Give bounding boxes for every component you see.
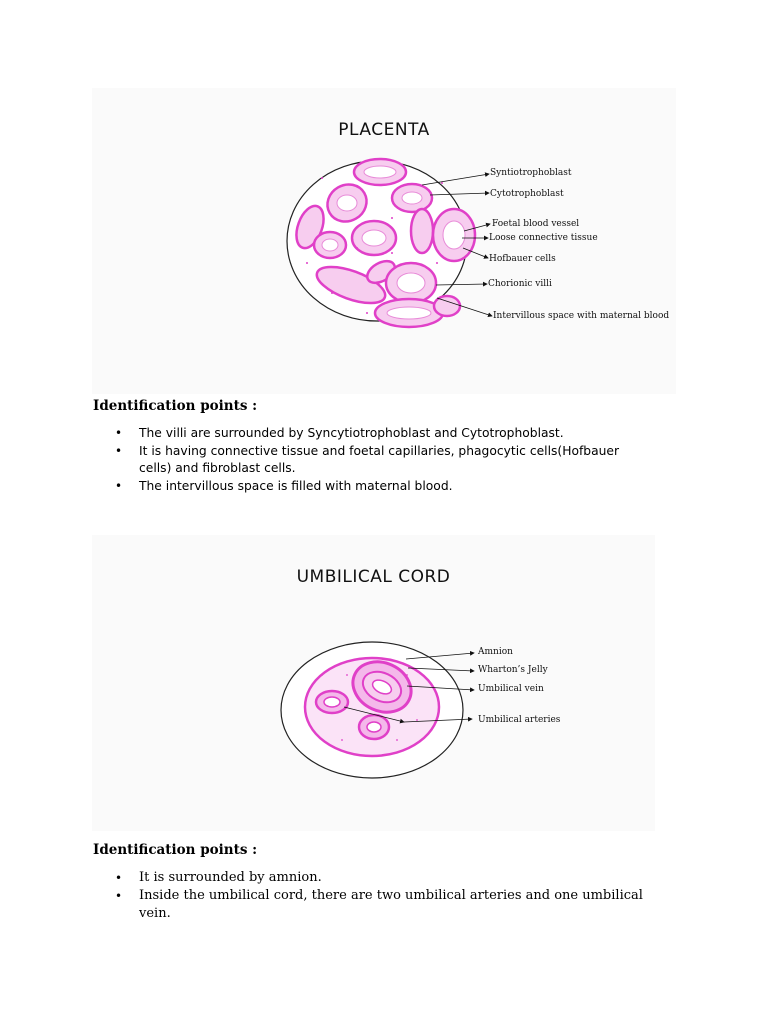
bullet-icon: • — [115, 478, 123, 493]
bullet-icon: • — [115, 426, 123, 440]
umbilical-artery-2 — [359, 715, 389, 739]
list-item: • It is surrounded by amnion. — [115, 870, 322, 885]
umbilical-artery-1 — [316, 691, 348, 713]
placenta-points-heading: Identification points : — [93, 398, 258, 414]
label-cytotrophoblast: Cytotrophoblast — [490, 189, 564, 199]
umbilical-cord-figure — [92, 535, 655, 831]
list-item: • It is having connective tissue and foetal capillaries, phagocytic cells(Hofbauer cells) and fibroblast cells. — [115, 443, 620, 475]
umbilical-points-heading: Identification points : — [93, 842, 258, 858]
label-foetal-blood-vessel: Foetal blood vessel — [492, 219, 580, 229]
label-hofbauer-cells: Hofbauer cells — [489, 254, 556, 264]
list-item: • Inside the umbilical cord, there are two umbilical arteries and one umbilical vein. — [115, 888, 643, 921]
bullet-icon: • — [115, 889, 123, 903]
label-loose-connective-tissue: Loose connective tissue — [489, 233, 598, 243]
list-item: • The villi are surrounded by Syncytiotrophoblast and Cytotrophoblast. — [115, 425, 655, 443]
umbilical-cord-title: UMBILICAL CORD — [296, 567, 451, 587]
placenta-points-list — [115, 425, 655, 495]
umbilical-cord-diagram — [92, 535, 655, 831]
bullet-icon: • — [115, 443, 123, 458]
list-item: • The intervillous space is filled with maternal blood. — [115, 478, 655, 496]
label-umbilical-arteries: Umbilical arteries — [478, 715, 561, 725]
label-intervillous-space: Intervillous space with maternal blood — [493, 311, 670, 321]
bullet-icon: • — [115, 871, 123, 885]
placenta-figure — [92, 88, 676, 394]
label-umbilical-vein: Umbilical vein — [478, 684, 544, 694]
placenta-title: PLACENTA — [338, 120, 430, 140]
label-whartons-jelly: Wharton’s Jelly — [478, 665, 548, 675]
label-chorionic-villi: Chorionic villi — [488, 279, 552, 289]
label-syntiotrophoblast: Syntiotrophoblast — [490, 168, 572, 178]
label-amnion: Amnion — [478, 647, 513, 657]
umbilical-points-list — [115, 869, 655, 923]
